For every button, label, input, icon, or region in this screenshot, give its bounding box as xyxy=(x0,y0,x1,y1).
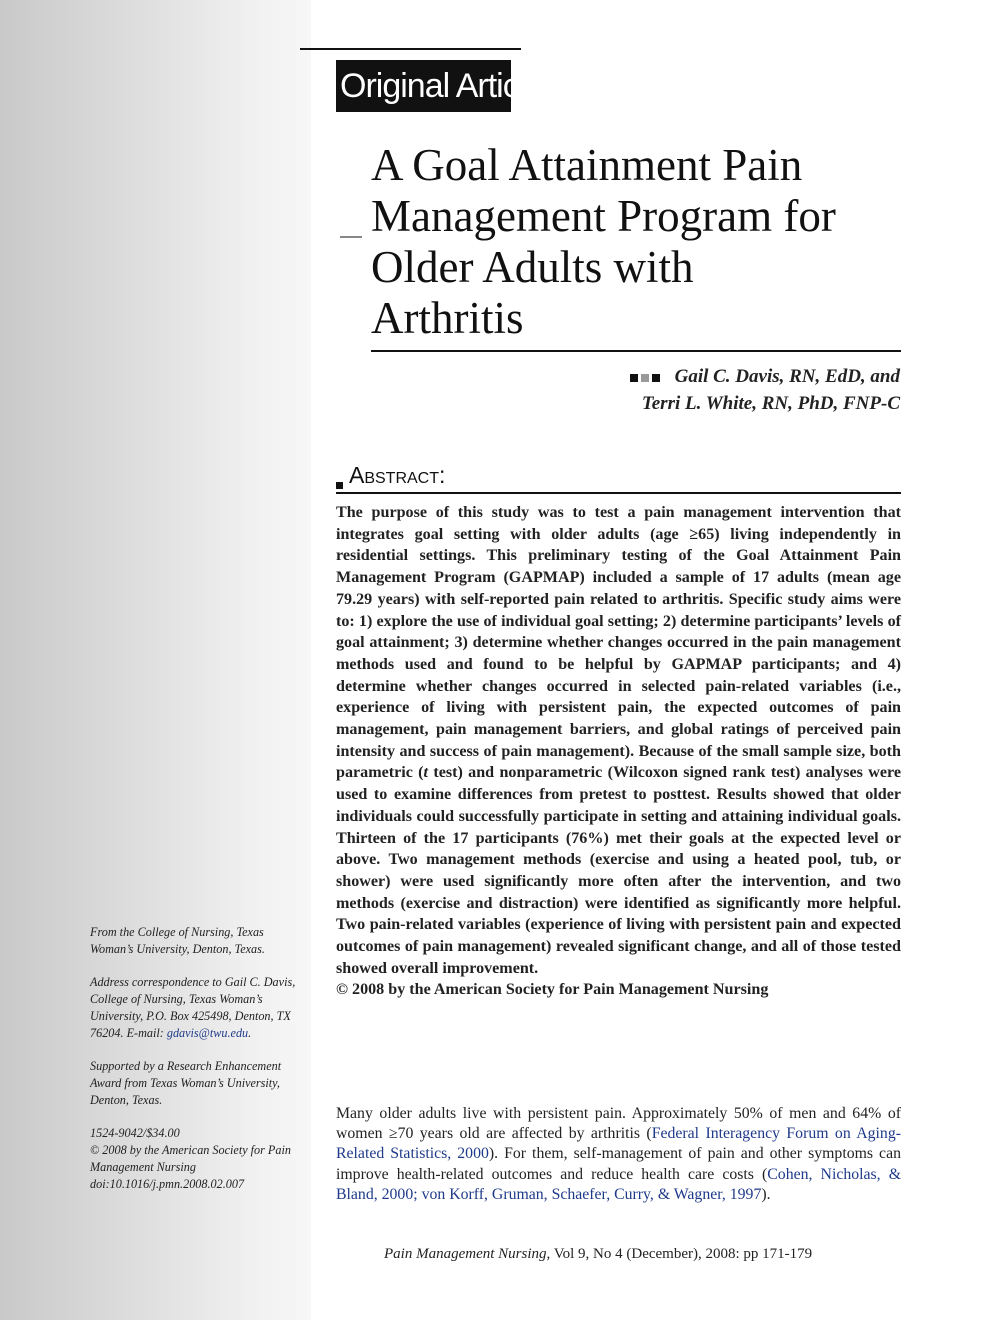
email-link[interactable]: gdavis@twu.edu xyxy=(166,1026,249,1040)
intro-text: ). xyxy=(761,1185,771,1203)
citation-link-1[interactable]: Federal Interagency Forum on Aging-Related Statistics, 2000 xyxy=(336,1125,901,1163)
affiliation-note: From the College of Nursing, Texas Woman’s University, Denton, Texas. xyxy=(90,925,265,956)
abstract-text: The purpose of this study was to test a pain management intervention that integrates goal setting with older adults (age ≥65) living independently in residential settings. This preliminary testing of the Goal Attainment Pain Management Program (GAPMAP) included a sample of 17 adults (mean age 79.29 years) with self-reported pain related to arthritis. Specific study aims were to: 1) explore the use of individual goal setting; 2) determine participants’ levels of goal attainment; 3) determine whether changes occurred in the pain management methods used and found to be helpful by GAPMAP participants; and 4) determine whether changes occurred in selected pain-related variables (i.e., experience of living with persistent pain, the expected outcomes of pain management, pain management barriers, and global ratings of perceived pain intensity and success of pain management). Because of the small sample size, both parametric ( xyxy=(336,504,901,782)
article-type-label: Original Article xyxy=(336,60,511,112)
support-note: Supported by a Research Enhancement Award from Texas Woman’s University, Denton, Texas. xyxy=(90,1059,282,1107)
square-bullet-icon xyxy=(336,482,343,489)
abstract-text-cont: test) and nonparametric (Wilcoxon signed rank test) analyses were used to examine differences from pretest to posttest. Results showed that older individuals could successfully participate in setting and attaining individual goals. Thirteen of the 17 participants (76%) met their goals at the expected level or above. Two management methods (exercise and using a heated pool, tub, or shower) were used significantly more often after the intervention, and two methods (exercise and distraction) were identified as significantly more helpful. Two pain-related variables (experience of living with persistent pain and expected outcomes of pain management) revealed significant change, and all of those tested showed overall improvement. xyxy=(336,764,901,977)
article-title xyxy=(371,140,911,344)
t-symbol: t xyxy=(423,764,429,782)
abstract-heading xyxy=(336,462,901,494)
title-line: A Goal Attainment Pain xyxy=(371,140,803,190)
authors-line1: Gail C. Davis, RN, EdD, and xyxy=(674,366,900,387)
top-rule xyxy=(300,48,521,50)
citation-link-2[interactable]: Cohen, Nicholas, & Bland, 2000; von Korff, Gruman, Schaefer, Curry, & Wagner, 1997 xyxy=(336,1165,901,1203)
address-text: Address correspondence to Gail C. Davis, College of Nursing, Texas Woman’s University, P.O. Box 425498, Denton, TX 76204. E-mail: xyxy=(90,975,296,1040)
doi-line[interactable]: doi:10.1016/j.pmn.2008.02.007 xyxy=(90,1177,245,1191)
publication-info xyxy=(90,1125,305,1193)
authors xyxy=(630,364,900,417)
authors-line2: Terri L. White, RN, PhD, FNP-C xyxy=(641,392,900,414)
copyright-line: © 2008 by the American Society for Pain Management Nursing xyxy=(90,1143,291,1174)
square-bullet-icon xyxy=(630,365,663,391)
abstract-body xyxy=(336,502,901,1001)
abstract-copyright: © 2008 by the American Society for Pain Management Nursing xyxy=(336,981,769,999)
title-line: Arthritis xyxy=(371,293,524,343)
journal-footer xyxy=(384,1246,812,1263)
journal-citation: , Vol 9, No 4 (December), 2008: pp 171-179 xyxy=(546,1246,813,1262)
intro-text: ). For them, self-management of pain and other symptoms can improve health-related outcomes and reduce health care costs ( xyxy=(336,1145,901,1183)
side-notes xyxy=(90,924,305,1193)
abstract-heading-label: Abstract: xyxy=(349,462,446,488)
title-line: Management Program for xyxy=(371,191,836,241)
price-line: 1524-9042/$34.00 xyxy=(90,1126,180,1140)
address-note xyxy=(90,974,305,1042)
title-line: Older Adults with xyxy=(371,242,694,292)
intro-text: Many older adults live with persistent pain. Approximately 50% of men and 64% of women ≥70 years old are affected by arthritis ( xyxy=(336,1105,901,1143)
author-line-1 xyxy=(630,364,900,391)
title-dash xyxy=(340,236,362,238)
intro-paragraph xyxy=(336,1104,901,1205)
title-rule xyxy=(371,350,901,352)
journal-name: Pain Management Nursing xyxy=(384,1246,547,1262)
address-period: . xyxy=(248,1026,252,1040)
